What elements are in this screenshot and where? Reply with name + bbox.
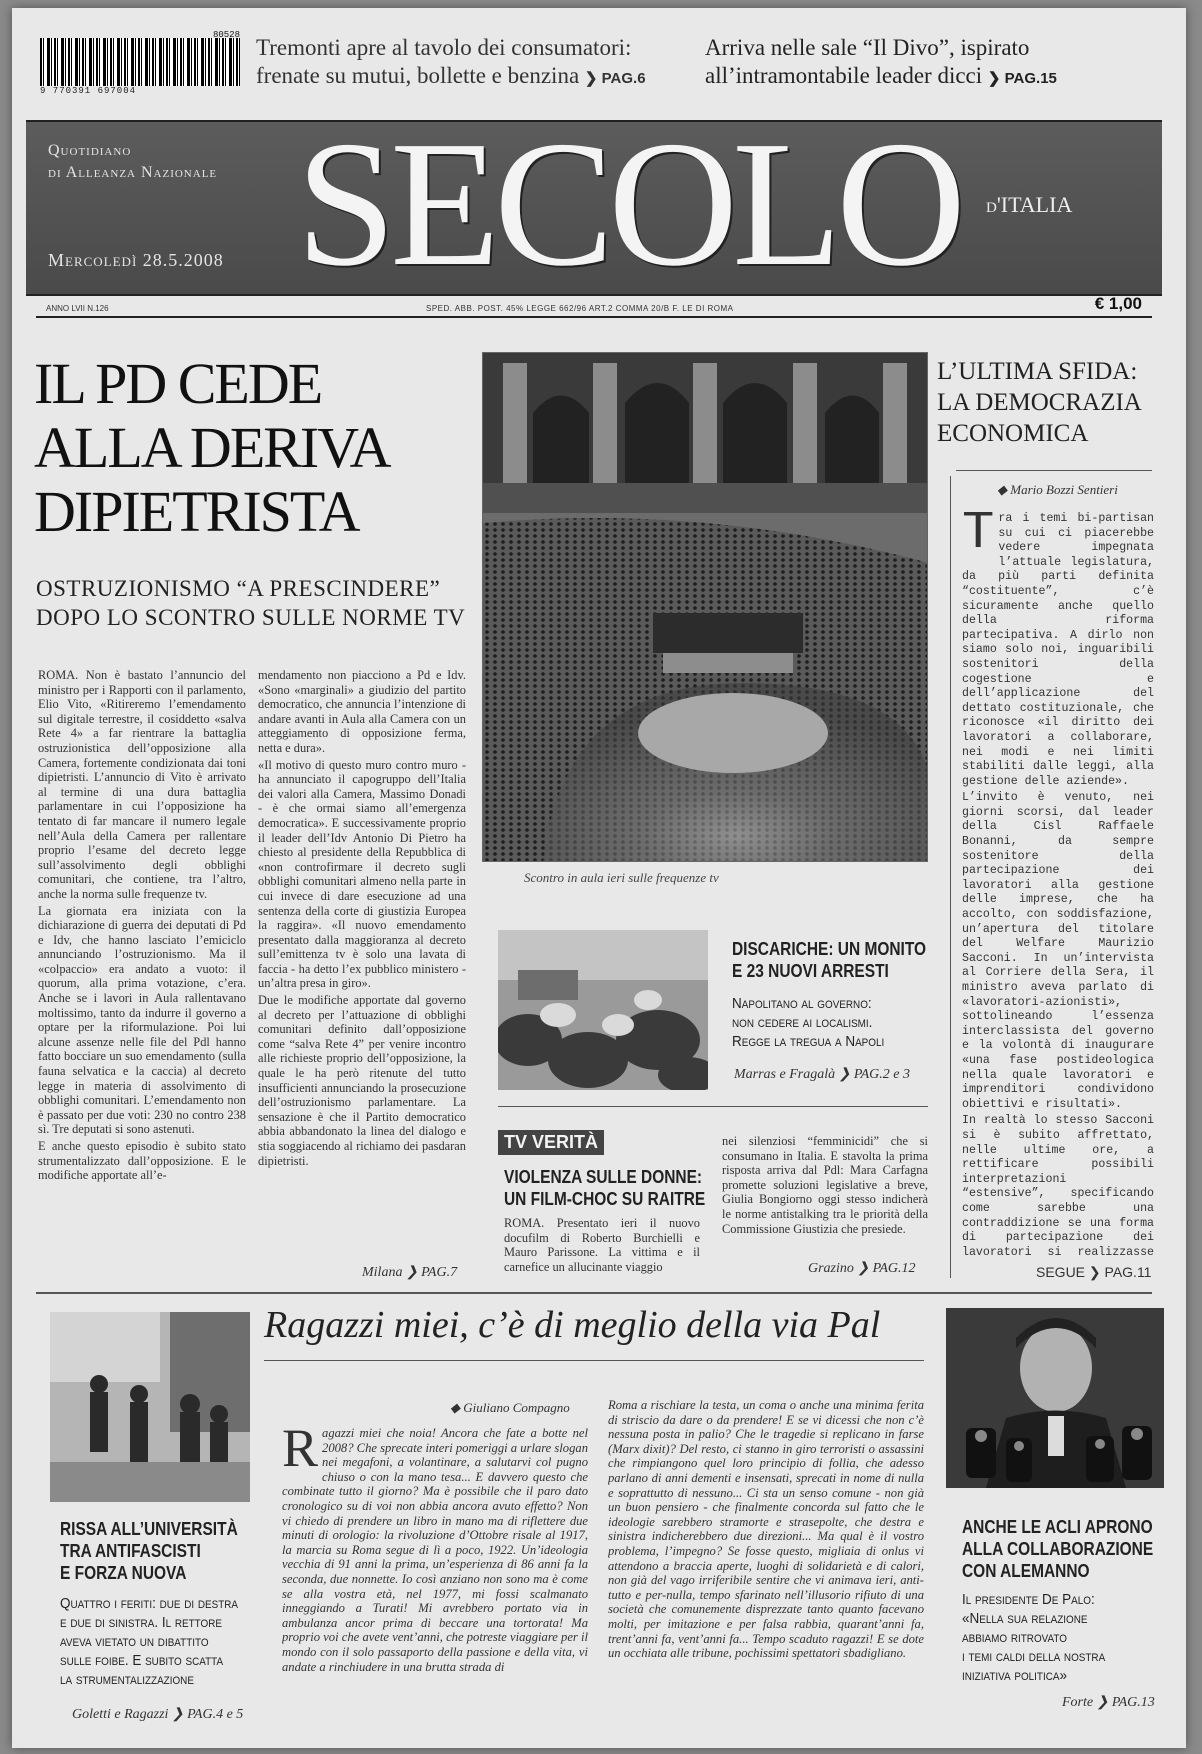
rissa-sub-line5: la strumentalizzazione	[60, 1671, 194, 1688]
lead-article-p3: E anche questo episodio è subito stato strumentalizzato dall’opposizione. E le modifiche apportate all’e-	[38, 1139, 246, 1183]
teaser-il-divo-line1: Arriva nelle sale “Il Divo”, ispirato	[705, 35, 1030, 60]
discariche-ref[interactable]: Marras e Fragalà ❯ PAG.2 e 3	[734, 1067, 910, 1082]
lead-subhead	[36, 574, 466, 632]
lead-headline-line3: DIPIETRISTA	[34, 479, 359, 544]
ragazzi-title[interactable]: Ragazzi miei, c’è di meglio della via Pal	[264, 1304, 881, 1346]
alemanno-photo-image	[946, 1308, 1164, 1488]
rissa-headline-line3: E FORZA NUOVA	[60, 1563, 187, 1583]
ragazzi-article-col2: Roma a rischiare la testa, un coma o anche una minima ferita di striscio da dare o da prendere! E se vi dicessi che non c’è nessuna posta in palio? Che le tragedie si replicano in farse (Marx dixit)? Del resto, ci stanno in giro terroristi o assassini che rimpiangono quel loro principio di follia, che adesso parlano di anni dementi e insensati, sprecati in nome di nulla e soprattutto di nessuno... Ci sta un senso comune - non già un buon pensiero - che finalmente concorda sul fatto che le ideologie sarebbero stramorte e strasepolte, che destra e sinistra indicherebbero due direzioni... Ma qual è il vostro problema, l’impegno? Se fosse questo, migliaia di onlus vi attendono a braccia aperte, luoghi di solidarietà e di calori, non già del vago irriferibile sentire che vi animava ieri, anti-tutto e per-nulla, tempo sfarinato nell’illusorio rifiuto di una società che comunemente disprezzate tanto quanto facevano molti, per imitazione e per falsa rabbia, quarant’anni fa, trent’anni fa, vent’anni fa... Tempo scaduto ragazzi! E se dote un occhiata alle tribune, pochissimi spettatori sbadigliano.	[608, 1398, 924, 1661]
ragazzi-byline: ◆ Giuliano Compagno	[450, 1400, 570, 1415]
masthead-subtitle-line1: Quotidiano	[48, 142, 132, 159]
tv-label: TV VERITÀ	[498, 1130, 604, 1155]
discariche-sub-line3: Regge la tregua a Napoli	[732, 1033, 885, 1050]
acli-sub-line2: «Nella sua relazione	[962, 1610, 1088, 1627]
tv-headline-line2: UN FILM-CHOC SU RAITRE	[504, 1189, 706, 1209]
lead-subhead-line1: OSTRUZIONISMO “A PRESCINDERE”	[36, 576, 441, 601]
lead-article-col1	[38, 668, 246, 1280]
lead-subhead-line2: DOPO LO SCONTRO SULLE NORME TV	[36, 605, 466, 630]
masthead-subtitle-line2: di Alleanza Nazionale	[48, 164, 218, 181]
lead-headline[interactable]	[34, 352, 474, 544]
sidebar-title-line3: ECONOMICA	[937, 420, 1089, 447]
acli-headline-line3: CON ALEMANNO	[962, 1561, 1090, 1581]
discariche-subhead	[732, 994, 939, 1051]
info-line	[36, 296, 1152, 318]
lead-headline-line1: IL PD CEDE	[34, 351, 322, 416]
barcode	[40, 30, 240, 102]
masthead-subtitle	[48, 140, 217, 184]
sidebar-rule	[956, 470, 1152, 471]
rissa-sub-line4: sulle foibe. E subito scatta	[60, 1652, 224, 1669]
discariche-headline-line2: E 23 NUOVI ARRESTI	[732, 961, 889, 981]
lead-article-p2: La giornata era iniziata con la dichiarazione di guerra dei deputati di Pd e Idv, che hanno lasciato l’emiciclo annunciando l’ostruzionismo. Ma il «colpaccio» era andato a vuoto: il quorum, alla prima votazione, c’era. Anche se i lavori in Aula rallentavano moltissimo, tanto da indurre il governo a optare per la riformulazione. Poi lui alcune assenze nelle file del Pdl hanno fatto bocciare un suo emendamento (sulla fauna selvatica e la caccia) al decreto legge in materia di assolvimento di obblighi comunitari. L’emendamento non è passato per due voti: 230 no contro 238 sì. Tre deputati si sono astenuti.	[38, 903, 246, 1137]
sidebar-title[interactable]	[937, 356, 1167, 449]
rissa-sub-line3: aveva vietato un dibattito	[60, 1633, 209, 1650]
masthead-title: SECOLO	[296, 104, 961, 303]
teaser-il-divo[interactable]	[705, 34, 1145, 93]
newspaper-page	[12, 8, 1186, 1748]
rissa-headline-line2: TRA ANTIFASCISTI	[60, 1541, 201, 1561]
ragazzi-dropcap: R	[282, 1426, 319, 1478]
rissa-sub-line2: e due di sinistra. Il rettore	[60, 1614, 222, 1631]
lead-headline-line2: ALLA DERIVA	[34, 415, 390, 480]
acli-headline-line2: ALLA COLLABORAZIONE	[962, 1539, 1154, 1559]
rissa-ref[interactable]: Goletti e Ragazzi ❯ PAG.4 e 5	[72, 1707, 244, 1722]
parliament-photo-caption: Scontro in aula ieri sulle frequenze tv	[524, 870, 719, 885]
discariche-sub-line2: non cedere ai localismi.	[732, 1014, 873, 1031]
barcode-number: 9 770391 697004	[40, 86, 137, 96]
ragazzi-article-col1	[282, 1426, 588, 1734]
acli-sub-line5: iniziativa politica»	[962, 1667, 1067, 1684]
acli-sub-line1: Il presidente De Palo:	[962, 1591, 1095, 1608]
masthead	[26, 104, 1162, 303]
lead-article-ref[interactable]: Milana ❯ PAG.7	[362, 1265, 458, 1280]
tv-ref[interactable]: Grazino ❯ PAG.12	[808, 1261, 916, 1276]
teaser-tremonti-line1: Tremonti apre al tavolo dei consumatori:	[256, 35, 632, 60]
acli-ref[interactable]: Forte ❯ PAG.13	[1062, 1695, 1155, 1710]
teaser-il-divo-page: ❯ PAG.15	[987, 70, 1057, 87]
tv-headline[interactable]	[504, 1166, 710, 1210]
sidebar-segue[interactable]: SEGUE ❯ PAG.11	[1036, 1264, 1152, 1280]
rissa-photo	[50, 1312, 250, 1502]
postal-info: SPED. ABB. POST. 45% LEGGE 662/96 ART.2 COMMA 20/B F. LE DI ROMA	[426, 304, 734, 313]
masthead-italia: d'ITALIA	[986, 192, 1073, 217]
acli-subhead	[962, 1590, 1169, 1685]
issue-code: 80528	[212, 30, 240, 40]
tv-article-col1: ROMA. Presentato ieri il nuovo docufilm di Roberto Burchielli e Mauro Parissone. La vittima e il carnefice un allucinante viaggio	[504, 1216, 700, 1274]
teaser-tremonti[interactable]	[256, 34, 686, 93]
sidebar-p1: ra i temi bi-partisan su cui ci piacerebbe vedere impegnata l’attuale legislatura, da più parti definita “costituente”, c’è sicuramente anche quello della riforma partecipativa. A dirlo non siamo solo noi, inguaribili sostenitori della cogestione e dell’applicazione del dettato costituzionale, che riconosce «il diritto dei lavoratori a collaborare, nei modi e nei limiti stabiliti dalle leggi, alla gestione delle aziende».	[962, 512, 1154, 788]
teaser-il-divo-line2: all’intramontabile leader dicci	[705, 63, 983, 88]
discariche-photo	[498, 930, 708, 1090]
sidebar-dropcap: T	[962, 512, 995, 564]
lead-article-p4: mendamento non piacciono a Pd e Idv. «Sono «marginali» a giudizio del partito democratico, che annuncia l’intenzione di andare avanti in Aula alla Camera con un atteggiamento di opposizione ferma, netta e dura».	[258, 668, 466, 755]
sidebar-vertical-rule	[950, 476, 951, 1278]
barcode-bars	[40, 38, 240, 86]
section-divider	[36, 1292, 1152, 1294]
parliament-photo	[482, 352, 928, 862]
rissa-headline-line1: RISSA ALL’UNIVERSITÀ	[60, 1519, 238, 1539]
sidebar-p3: In realtà lo stesso Sacconi si è subito affrettato, nelle ultime ore, a rettificare possibili interpretazioni “estensive”, specificando come sarebbe una contraddizione se una forma di partecipazione dei lavoratori si realizzasse	[962, 1114, 1154, 1259]
discariche-headline[interactable]	[732, 938, 956, 982]
lead-article-col2	[258, 668, 466, 1262]
lead-article-p6: Due le modifiche apportate dal governo al decreto per l’attuazione di obblighi comunitari definito dall’opposizione come “salva Rete 4” per venire incontro alle richieste proprio dell’opposizione, la quale le ha però ritenute del tutto insufficienti annunciando la prosecuzione dell’ostruzionismo parlamentare. La sensazione è che il Partito democratico abbia abbandonato la linea del dialogo e stia soggiacendo al richiamo dei pasdaran dipietristi.	[258, 993, 466, 1168]
issue-number: ANNO LVII N.126	[46, 304, 109, 313]
ragazzi-rule	[264, 1360, 924, 1361]
sidebar-byline: ◆ Mario Bozzi Sentieri	[997, 482, 1118, 497]
price: € 1,00	[1094, 294, 1142, 313]
sidebar-article	[962, 512, 1154, 1260]
parliament-photo-image	[483, 353, 928, 862]
rissa-headline[interactable]	[60, 1518, 258, 1584]
acli-sub-line3: abbiamo ritrovato	[962, 1629, 1067, 1646]
discariche-headline-line1: DISCARICHE: UN MONITO	[732, 939, 927, 959]
tv-headline-line1: VIOLENZA SULLE DONNE:	[504, 1167, 703, 1187]
teaser-tremonti-line2: frenate su mutui, bollette e benzina	[256, 63, 580, 88]
sidebar-title-line1: L’ULTIMA SFIDA:	[937, 358, 1138, 385]
sidebar-title-line2: LA DEMOCRAZIA	[937, 389, 1142, 416]
tv-article-col2: nei silenziosi “femminicidi” che si consumano in Italia. E stavolta la prima risposta arriva dal Pdl: Mara Carfagna promette soluzioni legislative a breve, Giulia Bongiorno oggi stesso indicherà le norme antistalking tra le priorità della Commissione Giustizia che presiede.	[722, 1134, 928, 1236]
sidebar-p2: L’invito è venuto, nei giorni scorsi, dal leader della Cisl Raffaele Bonanni, da sempre sostenitore della partecipazione dei lavoratori alla gestione delle imprese, che ha accolto, con soddisfazione, un’apertura del titolare del Welfare Maurizio Sacconi. In un’intervista al Corriere della Sera, il ministro aveva parlato di «lavoratori-azionisti», sottolineando l’essenza interclassista del governo e la volontà di inaugurare «una fase postideologica nella quale lavoratori e imprenditori condividono obiettivi e risultati».	[962, 791, 1154, 1111]
lead-article-p1: ROMA. Non è bastato l’annuncio del ministro per i Rapporti con il parlamento, Elio Vito, «Ritireremo l’emendamento sul digitale terrestre, il cosiddetto «salva Rete 4» a far rientrare la battaglia ostruzionistica dell’opposizione alla Camera, fortemente condizionata dai toni dipietristi. L’annuncio di Vito è arrivato al termine di una dura battaglia parlamentare in cui l’opposizione ha tentato di far mancare il numero legale nell’Aula della Camera per rallentare proprio l’esame del decreto legge sull’assolvimento degli obblighi comunitari, che contiene, tra l’altro, anche la norma sulle frequenze tv.	[38, 668, 246, 901]
acli-headline-line1: ANCHE LE ACLI APRONO	[962, 1517, 1153, 1537]
ragazzi-col1-text: agazzi miei che noia! Ancora che fate a botte nel 2008? Che sprecate interi pomeriggi a urlare slogan nei megafoni, a volantinare, a salutarvi col pugno chiuso o con la mano tesa... E davvero questo che combinate tutto il giorno? Ma è possibile che il paro dato cronologico su di voi non abbia ancora avuto effetto? Non vi chiedo di prendere un libro in mano ma di riflettere due minuti di orologio: la rivoluzione d’Ottobre risale al 1917, la marcia su Roma segue di lì a poco, 1922. Un’ideologia vecchia di 91 anni la prima, un’esperienza di 86 anni fa la seconda, due nonnette. Io così anziano non sono ma è come se alla vostra età, nel 1977, mi fossi scalmanato inneggiando a Turati! Mi avrebbero portato via in ambulanza ancor prima di beccare una tortorata! Ma proprio voi che avete vent’anni, che potreste viaggiare per il mondo con il solo passaporto della passione e della vita, vi andate a rinchiudere in una brutta strada di	[282, 1426, 588, 1674]
tv-rule	[498, 1106, 928, 1107]
discariche-sub-line1: Napolitano al governo:	[732, 995, 872, 1012]
rissa-subhead	[60, 1594, 267, 1689]
rissa-sub-line1: Quattro i feriti: due di destra	[60, 1595, 239, 1612]
alemanno-photo	[946, 1308, 1164, 1488]
acli-headline[interactable]	[962, 1516, 1160, 1582]
rissa-photo-image	[50, 1312, 250, 1502]
masthead-date: Mercoledì 28.5.2008	[48, 250, 224, 270]
acli-sub-line4: i temi caldi della nostra	[962, 1648, 1106, 1665]
discariche-photo-image	[498, 930, 708, 1090]
teaser-tremonti-page: ❯ PAG.6	[584, 70, 646, 87]
lead-article-p5: «Il motivo di questo muro contro muro - ha annunciato il capogruppo dell’Italia dei valori alla Camera, Massimo Donadi - è che ormai siamo all’emergenza democratica». E successivamente proprio il leader dell’Idv Antonio Di Pietro ha chiesto al presidente della Repubblica di «non controfirmare il decreto sugli obblighi comunitari almeno nella parte in cui invece di dare esecuzione ad una sentenza della corte di giustizia Europea la raggira». «Il nuovo emendamento presentato dalla maggioranza al decreto sull’emittenza tv è solo una lavata di faccia - ha detto l’ex pubblico ministero - un’altra presa in giro».	[258, 757, 466, 991]
